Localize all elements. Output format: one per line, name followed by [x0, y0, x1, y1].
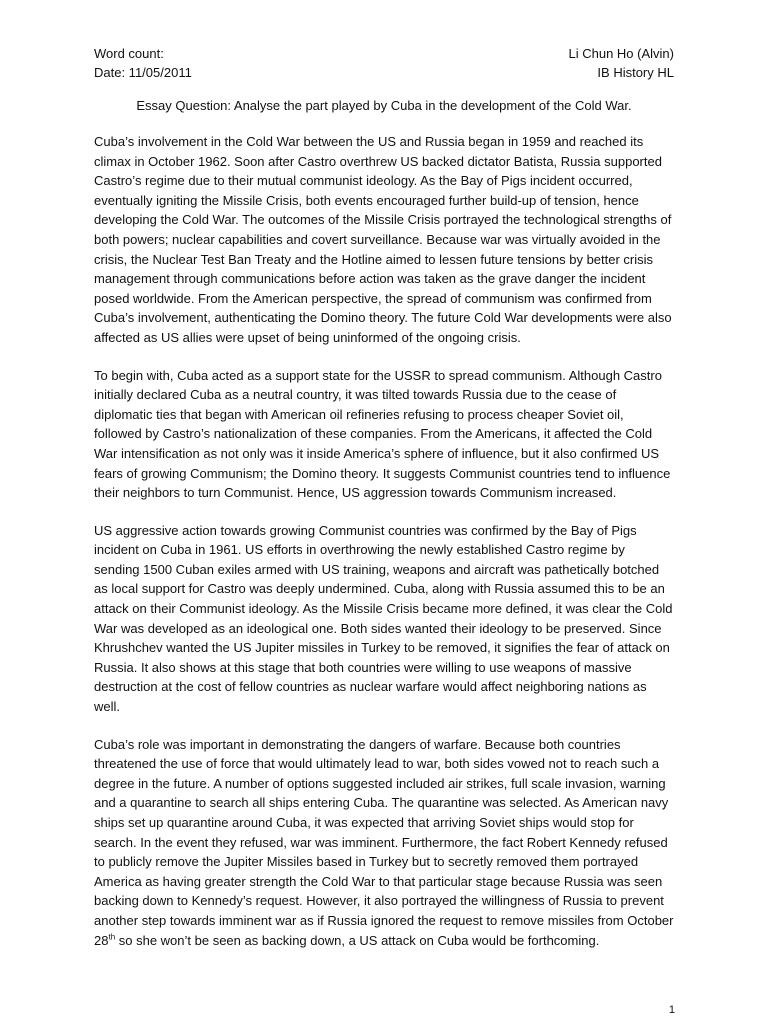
paragraph-4-text: Cuba’s role was important in demonstrating the dangers of warfare. Because both countries threatened the use of force that would ultimately lead to war, both sides vowed not to reach such a degree in the future. A number of options suggested included air strikes, full scale invasion, warning and a quarantine to search all ships entering Cuba. The quarantine was selected. As American navy ships set up quarantine around Cuba, it was expected that arriving Soviet ships would stop for search. In the event they refused, war was imminent. Furthermore, the fact Robert Kennedy refused to publicly remove the Jupiter Missiles based in Turkey but to secretly removed them portrayed America as having greater strength the Cold War to that particular stage because Russia was seen backing down to Kennedy’s request. However, it also portrayed the willingness of Russia to prevent another step towards imminent war as if Russia ignored the request to remove missiles from — [94, 736, 669, 928]
author-name: Li Chun Ho (Alvin) — [568, 46, 674, 61]
paragraph-4 — [94, 735, 674, 951]
word-count-label: Word count: — [94, 46, 164, 61]
header-row-1 — [94, 44, 674, 63]
paragraph-4-ending: so she won’t be seen as backing down, a US attack on Cuba would be forthcoming. — [115, 932, 600, 948]
paragraph-2: To begin with, Cuba acted as a support state for the USSR to spread communism. Although Castro initially declared Cuba as a neutral country, it was tilted towards Russia due to the cease of diplomatic ties that began with American oil refineries refusing to process cheaper Soviet oil, followed by Castro’s nationalization of these companies. From the Americans, it affected the Cold War intensification as not only was it inside America’s sphere of influence, but it also confirmed US fears of growing Communism; the Domino theory. It suggests Communist countries tend to influence their neighbors to turn Communist. Hence, US aggression towards Communism increased. — [94, 367, 671, 501]
page-number: 1 — [668, 1004, 675, 1016]
header-row-2 — [94, 63, 674, 82]
paragraph-3: US aggressive action towards growing Communist countries was confirmed by the Bay of Pigs incident on Cuba in 1961. US efforts in overthrowing the newly established Castro regime by sending 1500 Cuban exiles armed with US training, weapons and aircraft was pathetically botched as local support for Castro was deeply undermined. Cuba, along with Russia assumed this to be an attack on their Communist ideology. As the Missile Crisis became more defined, it was clear the Cold War was developed as an ideological one. Both sides wanted their ideology to be preserved. Since Khrushchev wanted the US Jupiter missiles in Turkey to be removed, it signifies the fear of attack on Russia. It also shows at this stage that both countries were willing to use weapons of massive destruction at the cost of fellow countries as nuclear warfare would affect neighboring nations as well. — [94, 522, 673, 715]
paragraph-4-date: October 28 — [94, 912, 674, 948]
course-name: IB History HL — [597, 65, 674, 80]
date-label: Date: 11/05/2011 — [94, 65, 192, 80]
paragraph-1: Cuba’s involvement in the Cold War between the US and Russia began in 1959 and reached its climax in October 1962. Soon after Castro overthrew US backed dictator Batista, Russia supported Castro’s regime due to their mutual communist ideology. As the Bay of Pigs incident occurred, eventually igniting the Missile Crisis, both events encouraged further build-up of tension, hence developing the Cold War. The outcomes of the Missile Crisis portrayed the technological strengths of both powers; nuclear capabilities and covert surveillance. Because war was virtually avoided in the crisis, the Nuclear Test Ban Treaty and the Hotline aimed to lessen future tensions by better crisis management through communications before action was taken as the grave danger the incident posed worldwide. From the American perspective, the spread of communism was confirmed from Cuba’s involvement, authenticating the Domino theory. The future Cold War developments were also affected as US allies were upset of being uninformed of the ongoing crisis. — [94, 134, 672, 345]
essay-question: Essay Question: Analyse the part played by Cuba in the development of the Cold War. — [136, 98, 632, 113]
essay-body — [94, 132, 674, 968]
document-header — [94, 44, 674, 82]
paragraph-4-superscript: th — [108, 932, 116, 942]
